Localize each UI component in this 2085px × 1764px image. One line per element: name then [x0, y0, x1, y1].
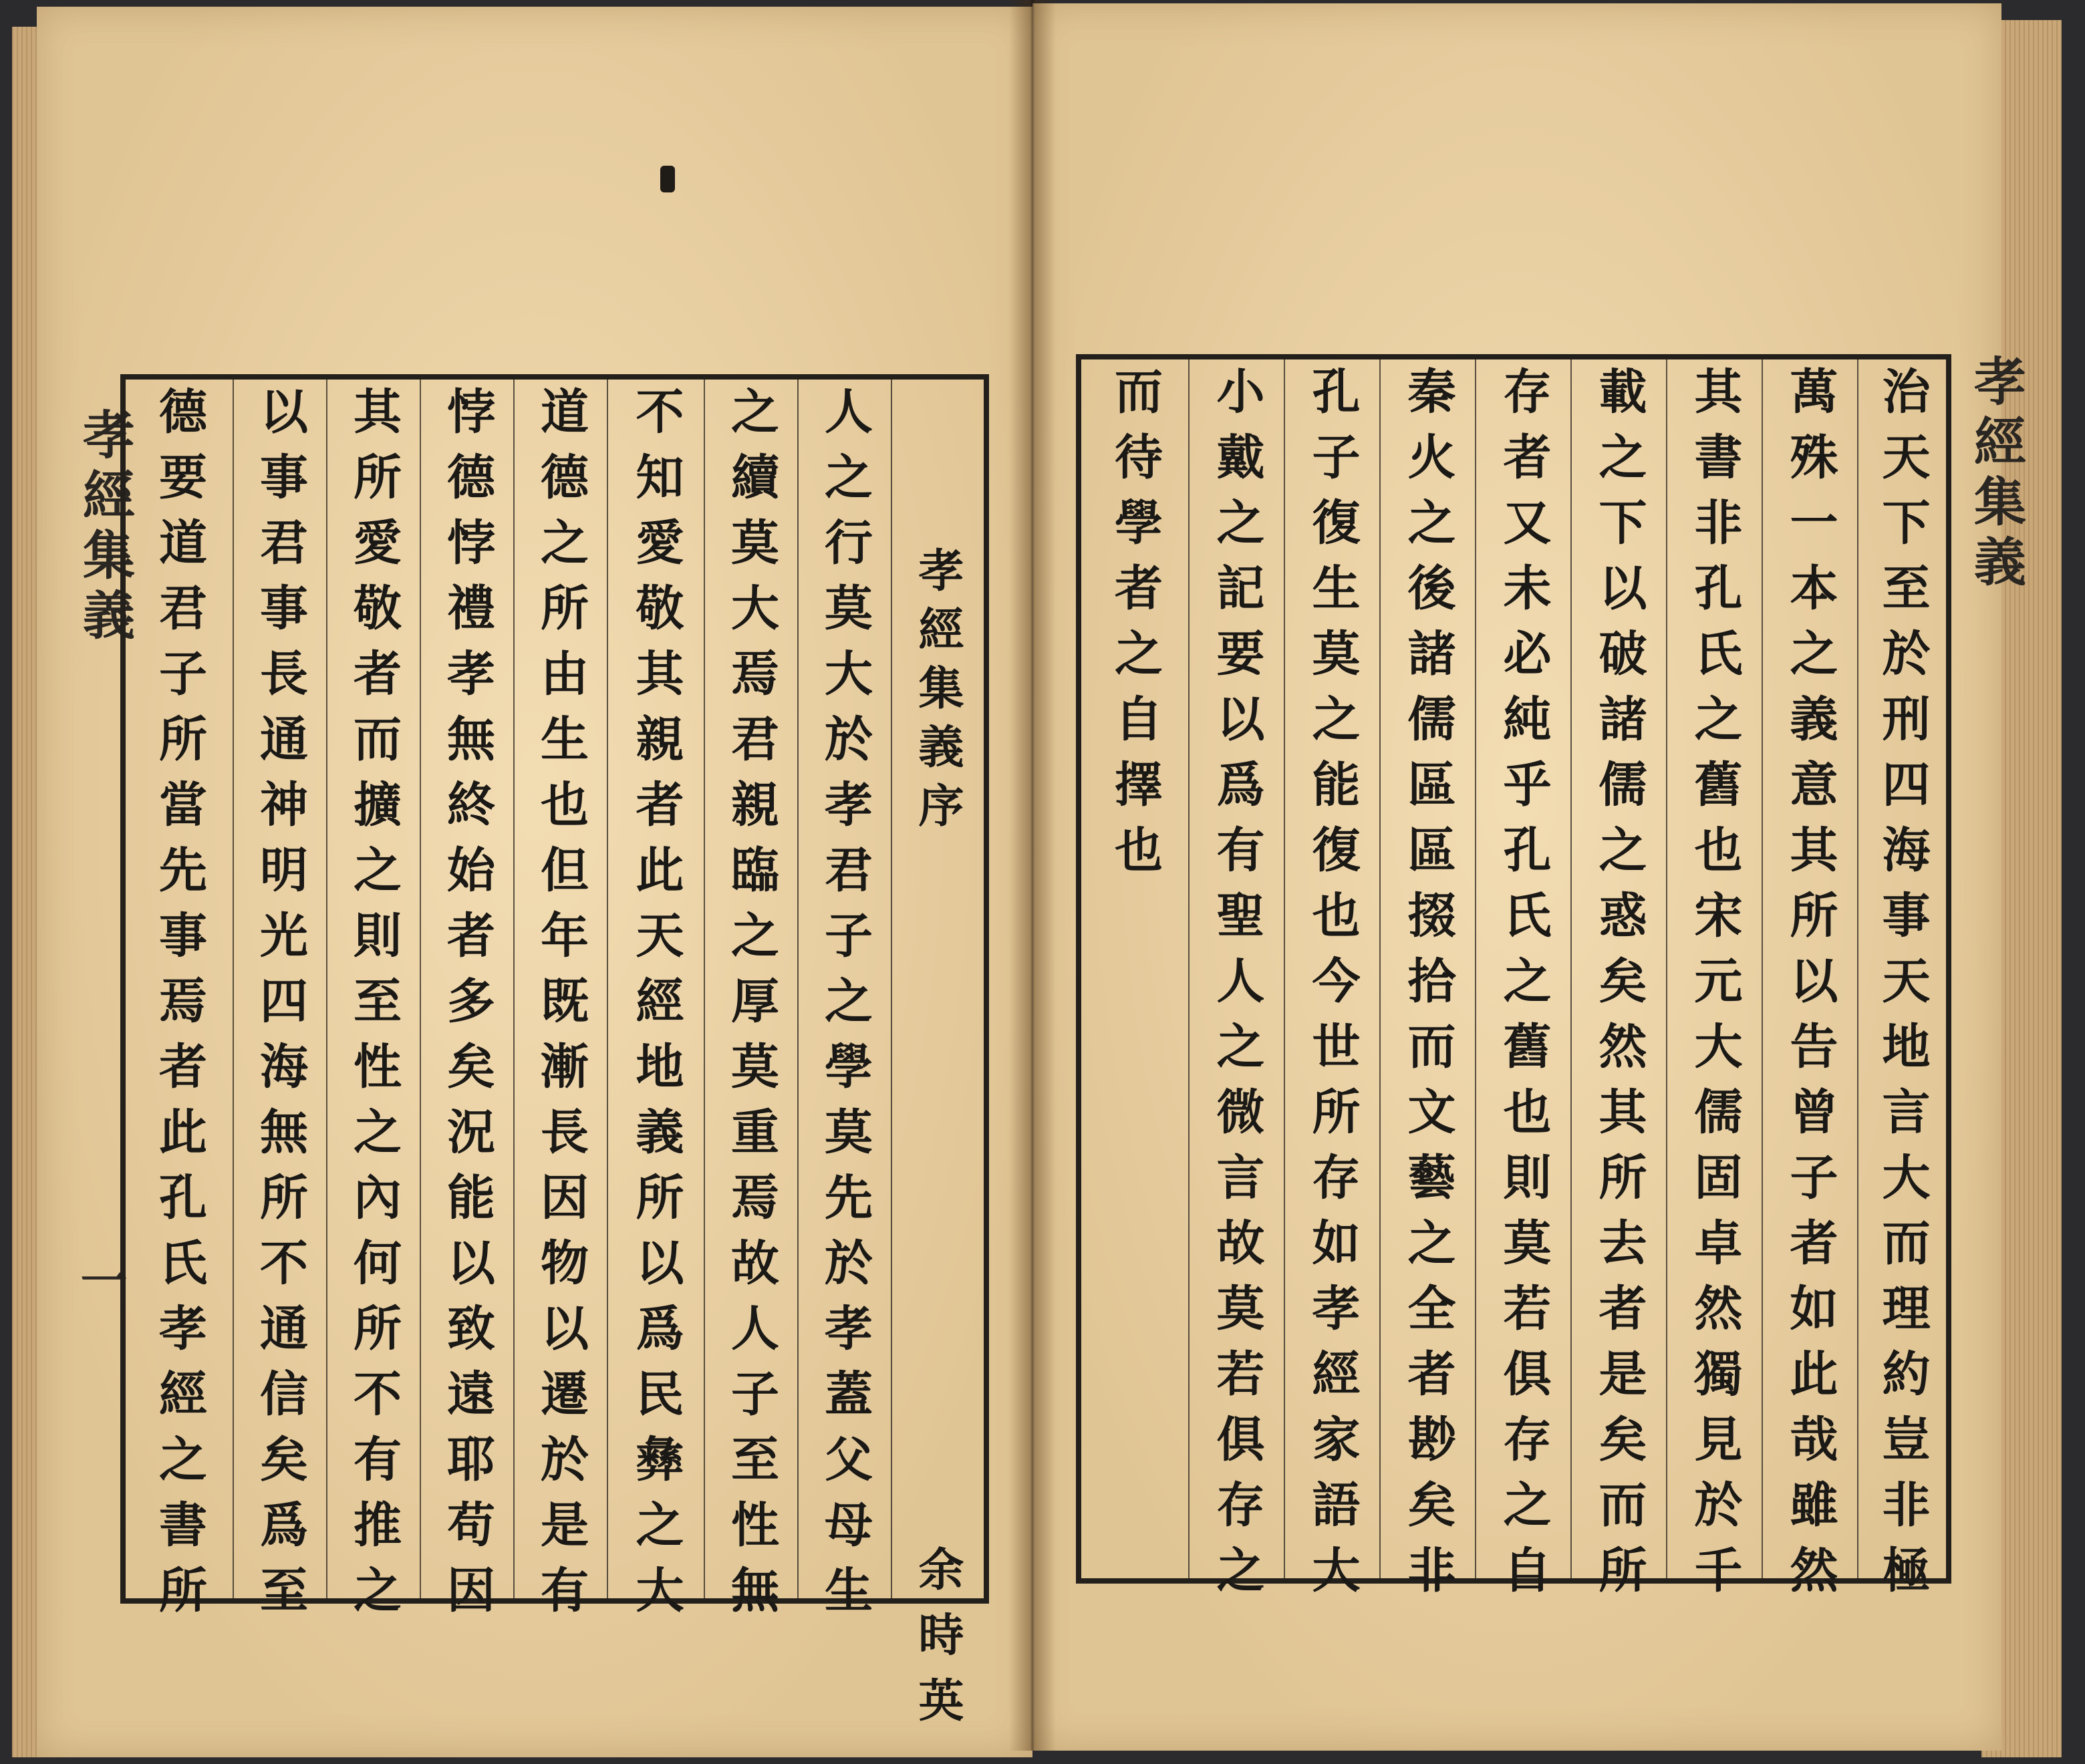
body-column: 以事君事長通神明光四海無所不通信矣爲至: [252, 386, 309, 1630]
body-column: 存者又未必純乎孔氏之舊也則莫若俱存之自: [1495, 366, 1552, 1610]
body-column: 而待學者之自擇也: [1107, 366, 1163, 890]
right-text-frame: [1076, 354, 1951, 1610]
left-col-title: [891, 380, 984, 1742]
left-col-3: [607, 380, 704, 1630]
left-col-7: [233, 380, 326, 1630]
right-col-5: [1475, 359, 1570, 1610]
left-text-frame: [120, 374, 989, 1742]
right-col-7: [1284, 359, 1379, 1610]
left-page-number: 一: [73, 1256, 128, 1303]
left-col-5: [420, 380, 513, 1630]
body-column: 道德之所由生也但年既漸長因物以遷於是有: [533, 386, 589, 1630]
body-column: 其書非孔氏之舊也宋元大儒固卓然獨見於千: [1686, 366, 1744, 1610]
ink-mark: [660, 166, 675, 192]
left-col-4: [513, 380, 607, 1630]
left-col-6: [326, 380, 420, 1630]
left-col-8: [126, 380, 233, 1630]
left-col-2: [704, 380, 797, 1630]
body-column: 小戴之記要以爲有聖人之微言故莫若俱存之: [1208, 366, 1266, 1610]
left-col-1: [797, 380, 891, 1630]
body-column: 秦火之後諸儒區區掇拾而文藝之全者尠矣非: [1399, 366, 1457, 1610]
author-name: 余時英: [911, 1546, 964, 1742]
body-column: 德要道君子所當先事焉者此孔氏孝經之書所: [151, 386, 208, 1630]
left-margin-title: 孝經集義: [74, 408, 135, 648]
body-column: 萬殊一本之義意其所以告曾子者如此哉雖然: [1782, 366, 1839, 1610]
right-col-8: [1188, 359, 1284, 1610]
right-margin-title: 孝經集義: [1965, 354, 2026, 595]
right-col-3: [1666, 359, 1762, 1610]
right-col-6: [1379, 359, 1475, 1610]
body-column: 治天下至於刑四海事天地言大而理約豈非極: [1874, 366, 1931, 1610]
preface-title: 孝經集義序: [911, 547, 964, 841]
right-col-1: [1857, 359, 1946, 1610]
body-column: 悖德悖禮孝無終始者多矣況能以致遠耶苟因: [439, 386, 496, 1630]
right-col-4: [1570, 359, 1666, 1610]
body-column: 之續莫大焉君親臨之厚莫重焉故人子至性無: [723, 386, 780, 1630]
body-column: 其所愛敬者而擴之則至性之內何所不有推之: [345, 386, 402, 1630]
right-col-9: [1081, 359, 1188, 1578]
right-col-2: [1762, 359, 1857, 1610]
book-gutter: [1009, 0, 1056, 1751]
body-column: 載之下以破諸儒之惑矣然其所去者是矣而所: [1590, 366, 1648, 1610]
body-column: 孔子復生莫之能復也今世所存如孝經家語大: [1304, 366, 1361, 1610]
body-column: 不知愛敬其親者此天經地義所以爲民彝之大: [628, 386, 685, 1630]
body-column: 人之行莫大於孝君子之學莫先於孝蓋父母生: [817, 386, 873, 1630]
